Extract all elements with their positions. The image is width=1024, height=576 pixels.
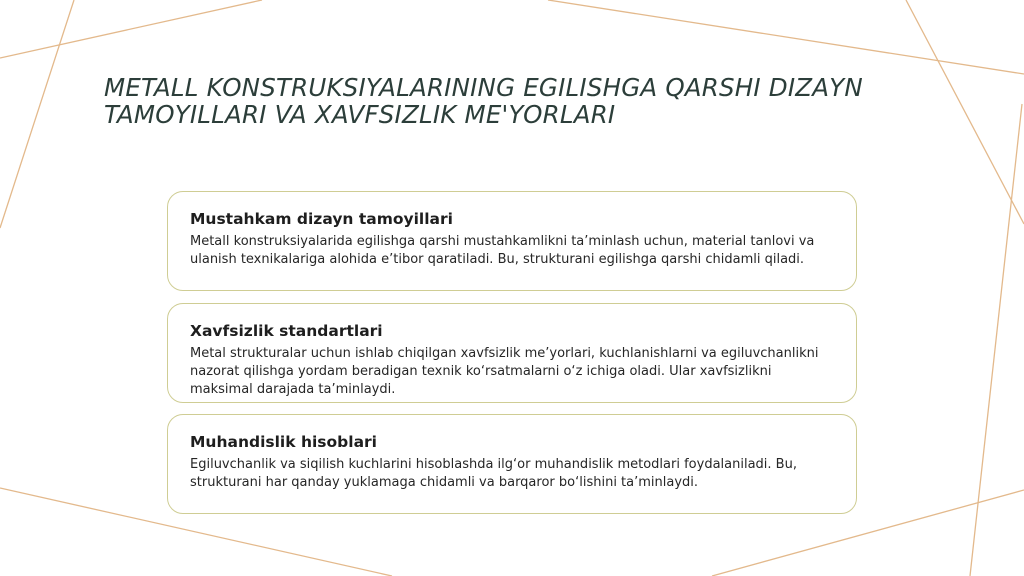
card-body: Metall konstruksiyalarida egilishga qarshi mustahkamlikni ta’minlash uchun, material tanlovi va ulanish texnikalariga alohida e’tibor qaratiladi. Bu, strukturani egilishga qarshi chidamli qiladi. — [190, 234, 815, 267]
decor-line — [970, 104, 1022, 576]
decor-line — [548, 0, 1024, 74]
card-heading: Mustahkam dizayn tamoyillari — [190, 210, 453, 228]
card-design-principles — [167, 191, 857, 291]
card-engineering-calculations — [167, 414, 857, 514]
card-body: Metal strukturalar uchun ishlab chiqilgan xavfsizlik me’yorlari, kuchlanishlarni va egiluvchanlikni nazorat qilishga yordam beradigan texnik ko‘rsatmalarni o‘z ichiga oladi. Ular xavfsizlikni maksimal darajada ta’minlaydi. — [190, 346, 819, 397]
slide-title: METALL KONSTRUKSIYALARINING EGILISHGA QARSHI DIZAYN TAMOYILLARI VA XAVFSIZLIK ME'YORLARI — [104, 73, 863, 129]
card-safety-standards — [167, 303, 857, 403]
card-heading: Muhandislik hisoblari — [190, 433, 377, 451]
decor-line — [0, 0, 74, 228]
decor-line — [0, 0, 262, 58]
card-heading: Xavfsizlik standartlari — [190, 322, 383, 340]
card-body: Egiluvchanlik va siqilish kuchlarini hisoblashda ilg‘or muhandislik metodlari foydalaniladi. Bu, strukturani har qanday yuklamaga chidamli va barqaror bo‘lishini ta’minlaydi. — [190, 457, 797, 490]
